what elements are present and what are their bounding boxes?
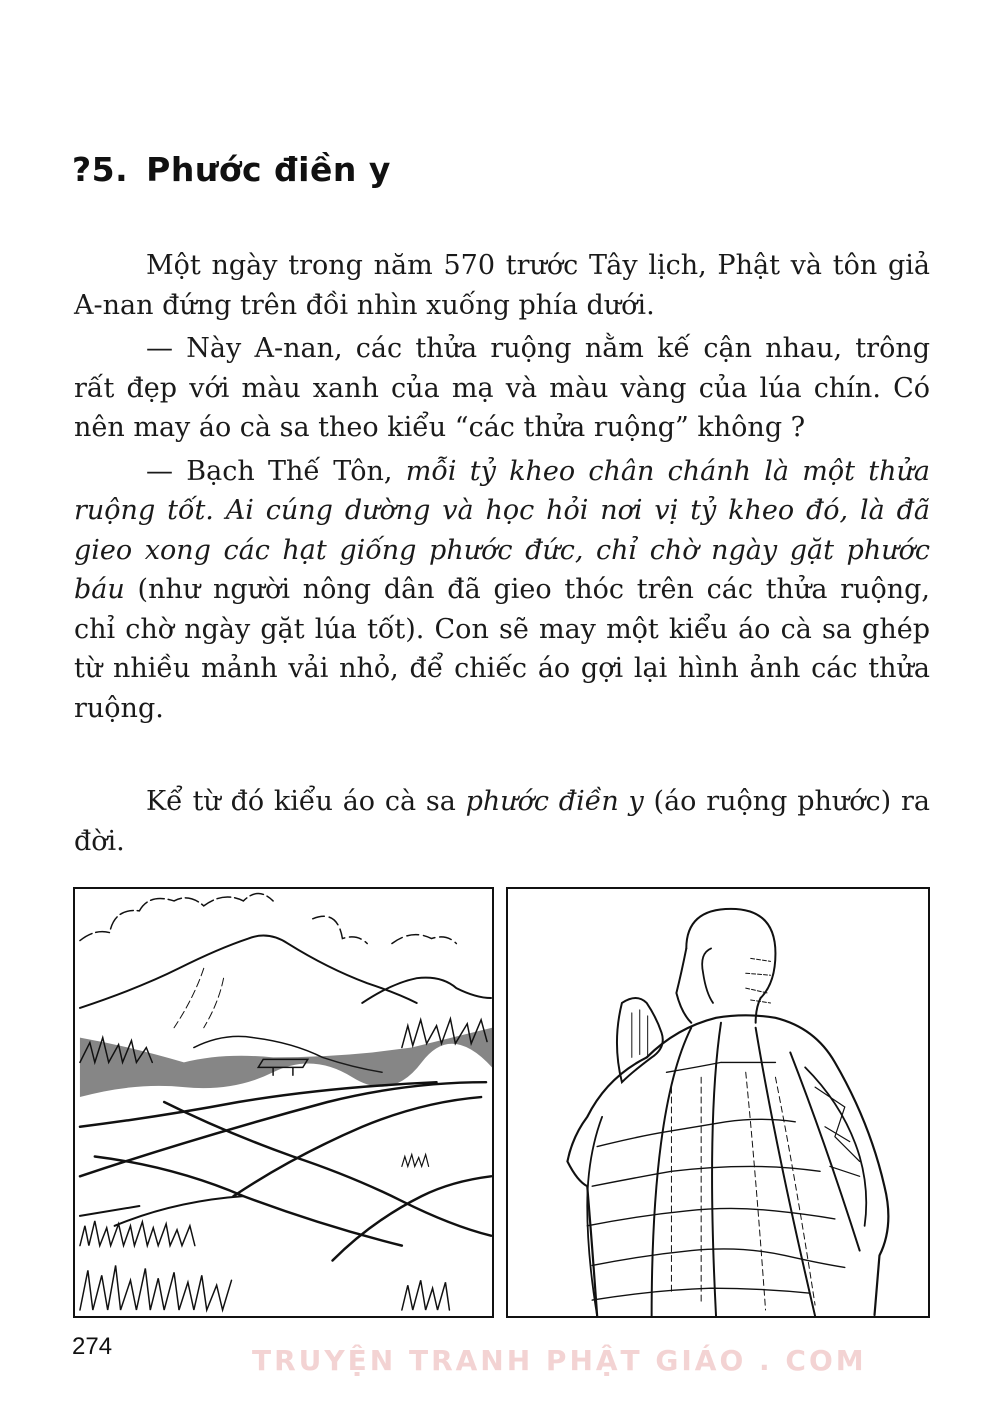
paragraph-3 bbox=[74, 452, 930, 729]
page-number: 274 bbox=[72, 1333, 113, 1360]
paragraph-1: Một ngày trong năm 570 trước Tây lịch, Phật và tôn giả A-nan đứng trên đồi nhìn xuống phía dưới. bbox=[74, 250, 930, 321]
paragraph-4-lead: Kể từ đó kiểu áo cà sa bbox=[146, 786, 466, 817]
paragraph-2: — Này A-nan, các thửa ruộng nằm kế cận nhau, trông rất đẹp với màu xanh của mạ và màu vàng của lúa chín. Có nên may áo cà sa theo kiểu “các thửa ruộng” không ? bbox=[74, 333, 930, 443]
illustration-rice-fields bbox=[73, 887, 494, 1318]
illustration-monk-robe bbox=[506, 887, 930, 1318]
chapter-title bbox=[72, 150, 391, 189]
paragraph-3-tail: (như người nông dân đã gieo thóc trên các thửa ruộng, chỉ chờ ngày gặt lúa tốt). Con sẽ may một kiểu áo cà sa ghép từ nhiều mảnh vải nhỏ, để chiếc áo gợi lại hình ảnh các thửa ruộng. bbox=[74, 574, 930, 724]
paragraph-4-italic: phước điền y bbox=[465, 786, 644, 817]
landscape-drawing-icon bbox=[75, 889, 492, 1316]
chapter-number: ?5. bbox=[72, 150, 129, 189]
story-body bbox=[74, 246, 930, 728]
site-watermark: TRUYỆN TRANH PHẬT GIÁO . COM bbox=[252, 1344, 867, 1377]
paragraph-4 bbox=[74, 782, 930, 861]
closing-paragraph-block bbox=[74, 782, 930, 861]
paragraph-3-lead: — Bạch Thế Tôn, bbox=[146, 455, 406, 487]
paragraph-3-italic: mỗi tỷ kheo chân chánh là một thửa ruộng tốt. Ai cúng dường và học hỏi nơi vị tỷ kheo đó, là đã gieo xong các hạt giống phước đức, chỉ chờ ngày gặt phước báu bbox=[74, 455, 930, 605]
monk-drawing-icon bbox=[508, 889, 928, 1316]
paragraph-4-tail: (áo ruộng phước) ra đời. bbox=[74, 786, 930, 857]
chapter-title-text: Phước điền y bbox=[146, 150, 391, 189]
